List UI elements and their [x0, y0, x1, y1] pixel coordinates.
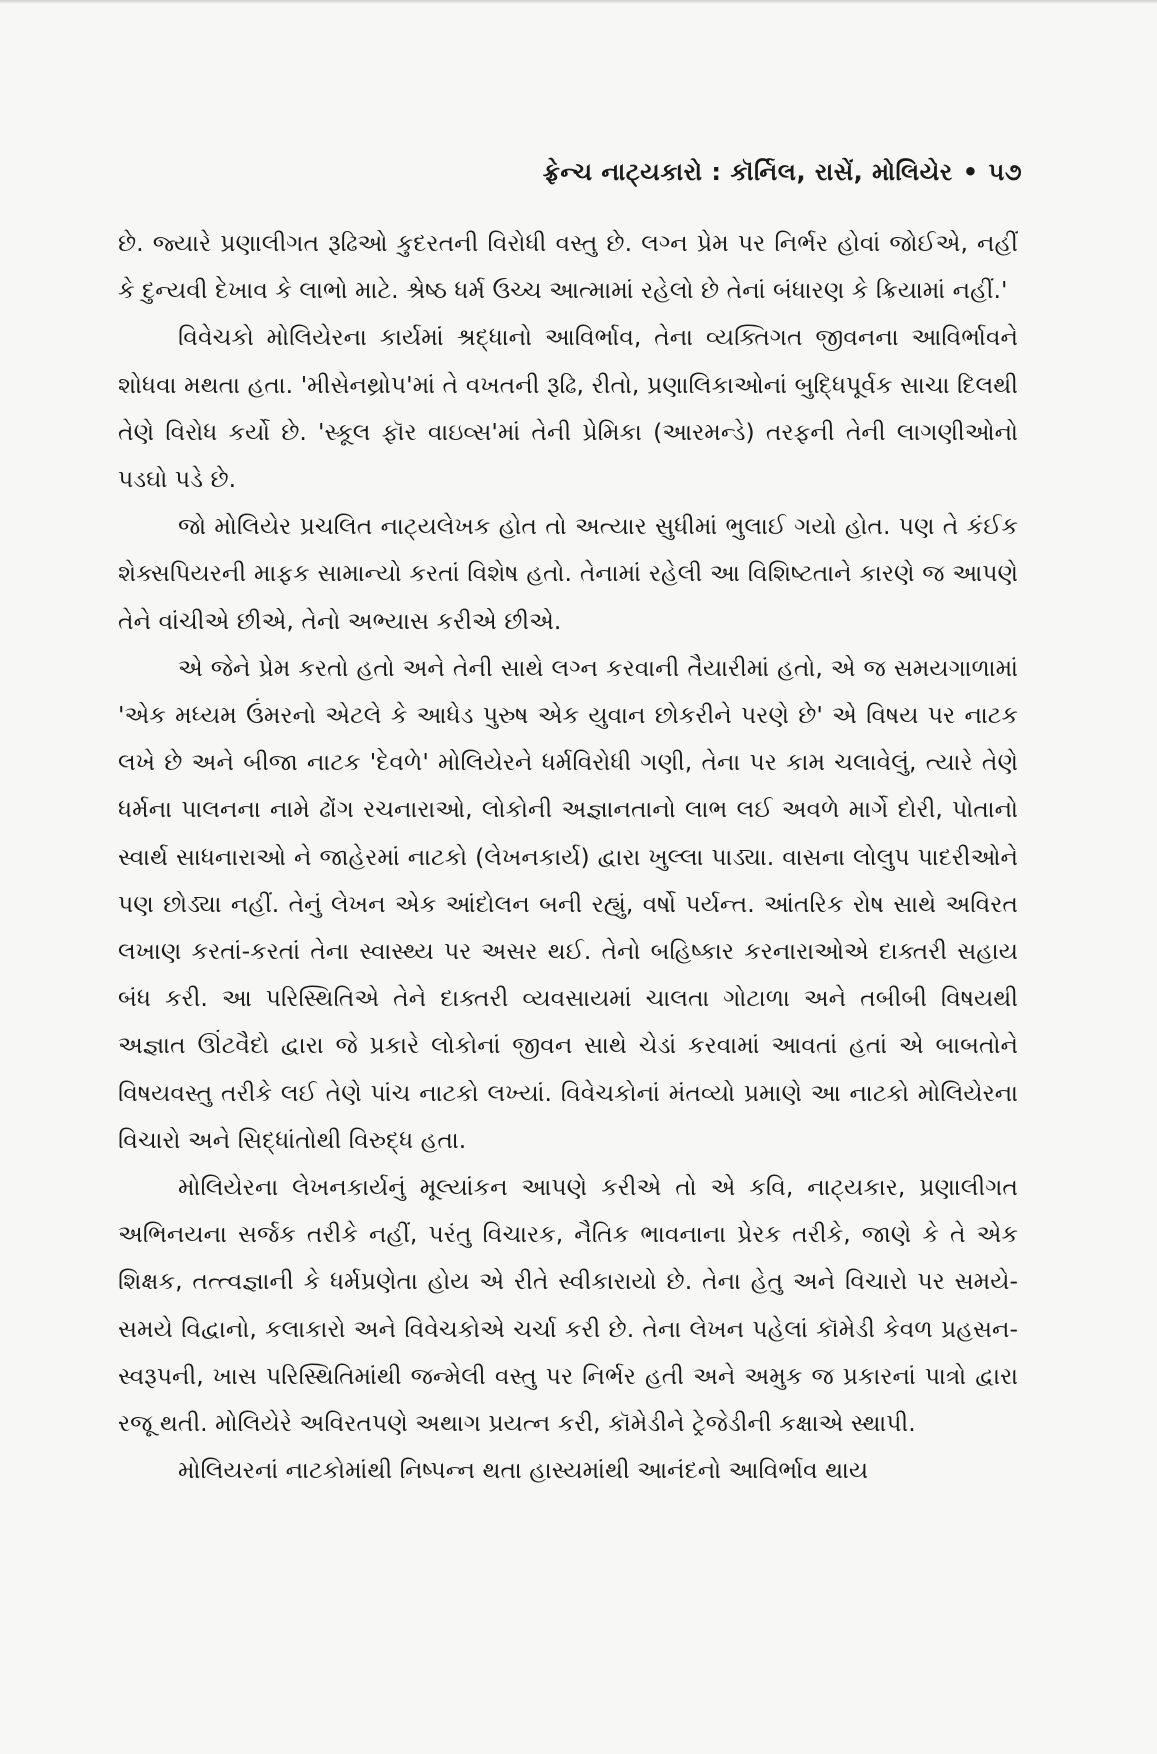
- page-number: ૫૭: [988, 158, 1022, 186]
- paragraph: વિવેચકો મોલિયેરના કાર્યમાં શ્રદ્ધાનો આવિર્ભાવ, તેના વ્યક્તિગત જીવનના આવિર્ભાવને શોધવા મથતા હતા. 'મીસેનથ્રોપ'માં તે વખતની રૂઢિ, રીતો, પ્રણાલિકાઓનાં બુદ્ધિપૂર્વક સાચા દિલથી તેણે વિરોધ કર્યો છે. 'સ્કૂલ ફૉર વાઇવ્સ'માં તેની પ્રેમિકા (આરમન્ડે) તરફની તેની લાગણીઓનો પડઘો પડે છે.: [118, 323, 1018, 494]
- chapter-title: ફ્રેન્ચ નાટ્યકારો : કૉર્નિલ, રાસેં, મોલિયેર: [542, 158, 953, 186]
- paragraph: એ જેને પ્રેમ કરતો હતો અને તેની સાથે લગ્ન કરવાની તૈયારીમાં હતો, એ જ સમયગાળામાં 'એક મધ્યમ ઉંમરનો એટલે કે આધેડ પુરુષ એક યુવાન છોકરીને પરણે છે' એ વિષય પર નાટક લખે છે અને બીજા નાટક 'દેવળે' મોલિયેરને ધર્મવિરોધી ગણી, તેના પર કામ ચલાવેલું, ત્યારે તેણે ધર્મના પાલનના નામે ઢોંગ રચનારાઓ, લોકોની અજ્ઞાનતાનો લાભ લઈ અવળે માર્ગે દોરી, પોતાનો સ્વાર્થ સાધનારાઓ ને જાહેરમાં નાટકો (લેખનકાર્ય) દ્વારા ખુલ્લા પાડ્યા. વાસના લોલુપ પાદરીઓને પણ છોડ્યા નહીં. તેનું લેખન એક આંદોલન બની રહ્યું, વર્ષો પર્યન્ત. આંતરિક રોષ સાથે અવિરત લખાણ કરતાં-કરતાં તેના સ્વાસ્થ્ય પર અસર થઈ. તેનો બહિષ્કાર કરનારાઓએ દાક્તરી સહાય બંધ કરી. આ પરિસ્થિતિએ તેને દાક્તરી વ્યવસાયમાં ચાલતા ગોટાળા અને તબીબી વિષયથી અજ્ઞાત ઊંટવૈદો દ્વારા જે પ્રકારે લોકોનાં જીવન સાથે ચેડાં કરવામાં આવતાં હતાં એ બાબતોને વિષયવસ્તુ તરીકે લઈ તેણે પાંચ નાટકો લખ્યાં. વિવેચકોનાં મંતવ્યો પ્રમાણે આ નાટકો મોલિયેરના વિચારો અને સિદ્ધાંતોથી વિરુદ્ધ હતા.: [118, 653, 1018, 1154]
- paragraph-continued: છે. જ્યારે પ્રણાલીગત રૂઢિઓ કુદરતની વિરોધી વસ્તુ છે. લગ્ન પ્રેમ પર નિર્ભર હોવાં જોઈએ, નહીં કે દુન્યવી દેખાવ કે લાભો માટે. શ્રેષ્ઠ ધર્મ ઉચ્ચ આત્મામાં રહેલો છે તેનાં બંધારણ કે ક્રિયામાં નહીં.': [118, 229, 1018, 305]
- paragraph: મોલિયેરના લેખનકાર્યનું મૂલ્યાંકન આપણે કરીએ તો એ કવિ, નાટ્યકાર, પ્રણાલીગત અભિનયના સર્જક તરીકે નહીં, પરંતુ વિચારક, નૈતિક ભાવનાના પ્રેરક તરીકે, જાણે કે તે એક શિક્ષક, તત્ત્વજ્ઞાની કે ધર્મપ્રણેતા હોય એ રીતે સ્વીકારાયો છે. તેના હેતુ અને વિચારો પર સમયે-સમયે વિદ્વાનો, કલાકારો અને વિવેચકોએ ચર્ચા કરી છે. તેના લેખન પહેલાં કૉમેડી કેવળ પ્રહસન-સ્વરૂપની, ખાસ પરિસ્થિતિમાંથી જન્મેલી વસ્તુ પર નિર્ભર હતી અને અમુક જ પ્રકારનાં પાત્રો દ્વારા રજૂ થતી. મોલિયેરે અવિરતપણે અથાગ પ્રયત્ન કરી, કૉમેડીને ટ્રેજેડીની કક્ષાએ સ્થાપી.: [118, 1173, 1018, 1438]
- paragraph: જો મોલિયેર પ્રચલિત નાટ્યલેખક હોત તો અત્યાર સુધીમાં ભુલાઈ ગયો હોત. પણ તે કંઈક શેક્સપિયરની માફક સામાન્યો કરતાં વિશેષ હતો. તેનામાં રહેલી આ વિશિષ્ટતાને કારણે જ આપણે તેને વાંચીએ છીએ, તેનો અભ્યાસ કરીએ છીએ.: [118, 512, 1018, 635]
- header-bullet: •: [962, 158, 979, 186]
- body-text: [118, 220, 1018, 1494]
- paragraph-last: મોલિયરનાં નાટકોમાંથી નિષ્પન્ન થતા હાસ્યમાંથી આનંદનો આવિર્ભાવ થાય: [178, 1456, 869, 1485]
- running-header: [543, 158, 1022, 186]
